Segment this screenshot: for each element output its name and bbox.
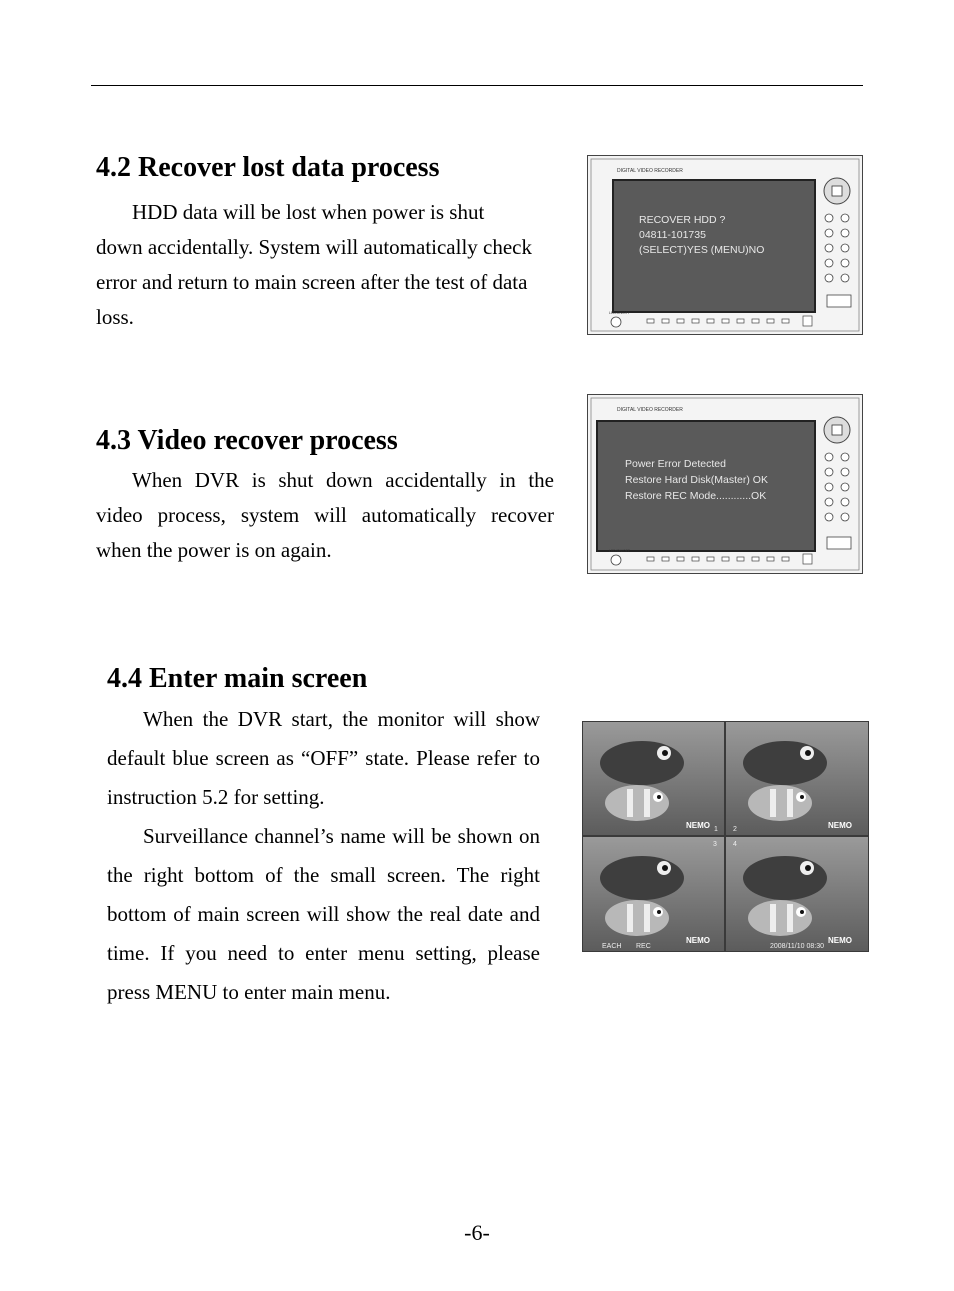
paragraph: When DVR is shut down accidentally in the video process, system will automatically recover when the power is on again. [96,468,554,562]
dvr-recover-hdd-figure [587,155,863,335]
camera-tile [726,837,868,951]
power-label: LED/ON/OFF [609,311,631,315]
power-button-icon [611,317,621,327]
screen-line: (SELECT)YES (MENU)NO [639,244,765,256]
section-body-4-4 [107,700,540,1012]
screen-line: 04811-101735 [639,229,706,241]
screen-line: Restore REC Mode............OK [625,490,767,502]
brand-label: DIGITAL VIDEO RECORDER [617,407,683,413]
datetime-readout: 2008/11/10 08:30 [770,943,824,950]
section-heading-4-2: 4.2 Recover lost data process [96,152,440,183]
channel-number: 3 [713,841,717,848]
section-body-4-2 [96,195,536,335]
paragraph: HDD data will be lost when power is shut down accidentally. System will automatically check error and return to main screen after the test of data loss. [96,200,533,329]
movie-logo: NEMO [686,821,710,830]
screen-line: RECOVER HDD ? [639,214,726,226]
page-number: -6- [464,1220,490,1245]
quad-view-screenshot [582,721,869,952]
camera-tile [726,722,868,835]
movie-logo: NEMO [686,936,710,945]
header-rule [91,85,863,86]
channel-number: 1 [714,826,718,833]
power-button-icon [611,555,621,565]
movie-logo: NEMO [828,821,852,830]
camera-tile [583,837,724,951]
paragraph: When the DVR start, the monitor will show default blue screen as “OFF” state. Please refer to instruction 5.2 for setting. [107,707,540,809]
channel-number: 2 [733,826,737,833]
paragraph: Surveillance channel’s name will be shown on the right bottom of the small screen. The right bottom of main screen will show the real date and time. If you need to enter menu setting, please press MENU to enter main menu. [107,824,540,1004]
section-heading-4-3: 4.3 Video recover process [96,425,398,456]
status-rec: REC [636,943,651,950]
power-label: LED/ON/OFF [609,549,631,553]
screen-line: Power Error Detected [625,458,726,470]
section-heading-4-4: 4.4 Enter main screen [107,663,368,694]
screen-line: Restore Hard Disk(Master) OK [625,474,768,486]
dvr-power-error-figure [587,394,863,574]
channel-number: 4 [733,841,737,848]
camera-tile [583,722,724,835]
movie-logo: NEMO [828,936,852,945]
status-mode: EACH [602,943,622,950]
dvr-screen [597,421,815,551]
brand-label: DIGITAL VIDEO RECORDER [617,168,683,174]
section-body-4-3 [96,463,554,568]
